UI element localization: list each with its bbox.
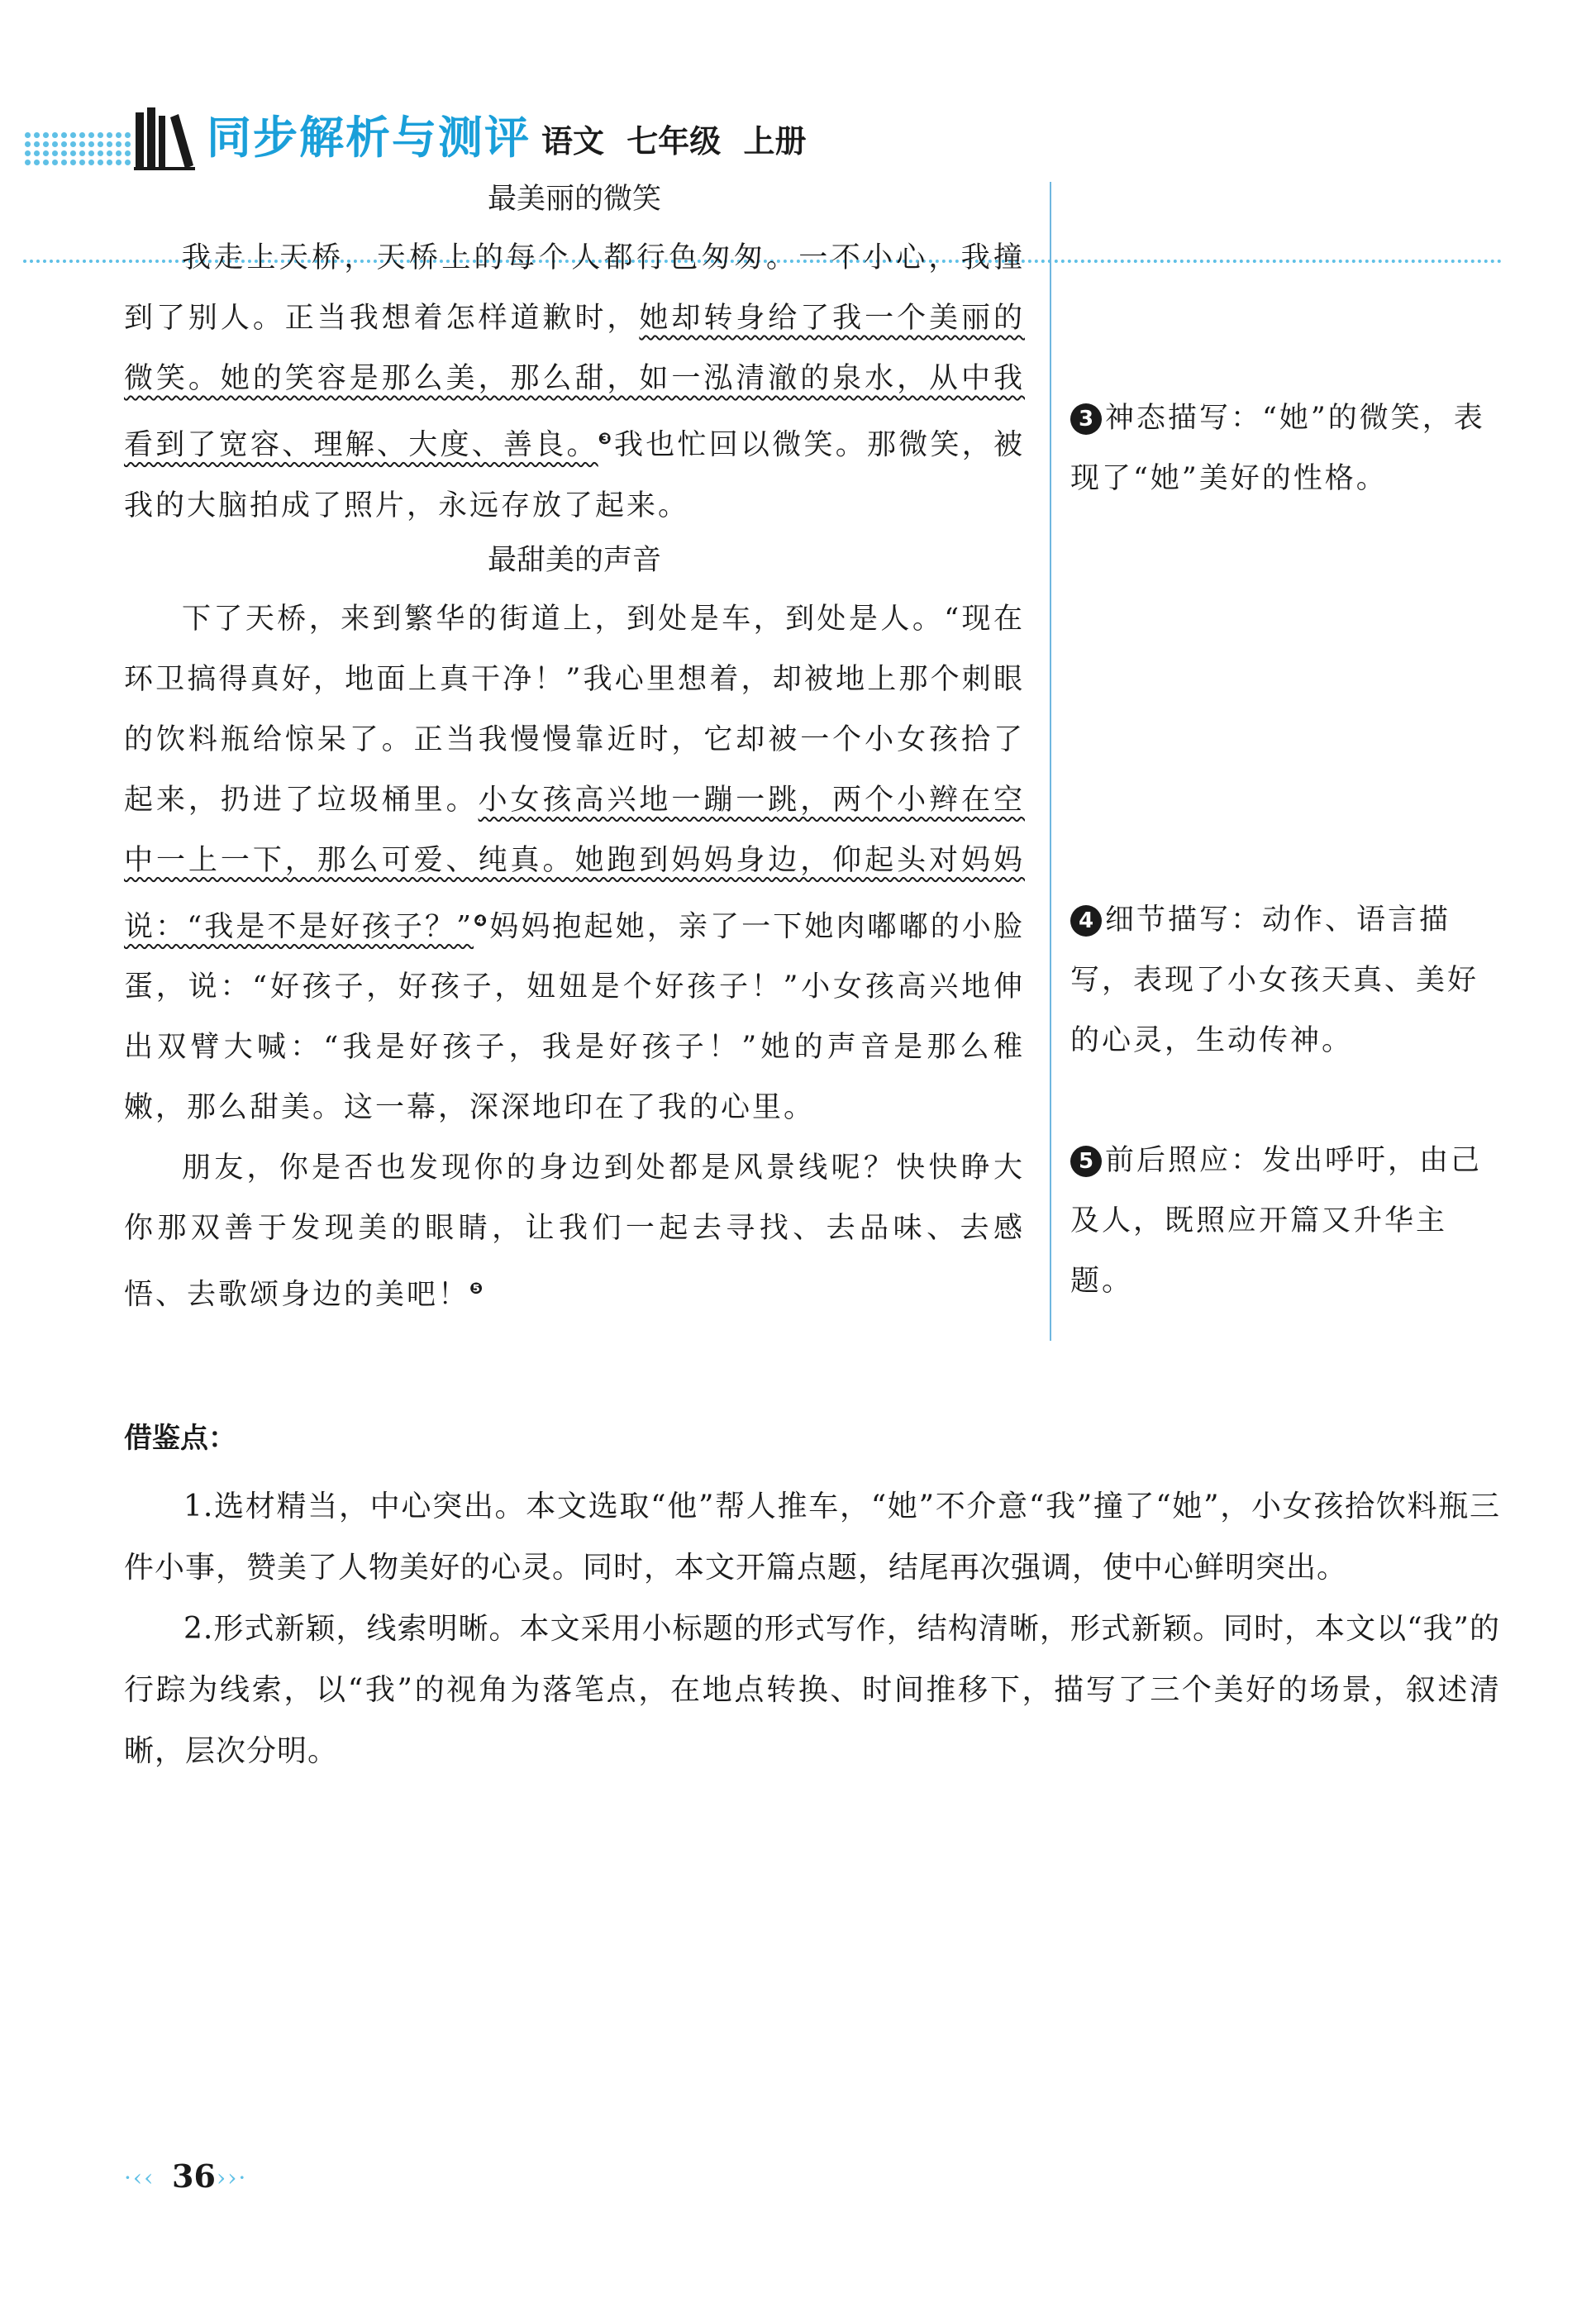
column-divider	[1050, 182, 1051, 1341]
paragraph-smile	[124, 228, 1025, 536]
side-note-4	[1070, 890, 1508, 1071]
subject-grade-label: 语文 七年级 上册	[541, 123, 807, 160]
note-number-badge: 3	[1070, 403, 1102, 435]
paragraph-closing	[124, 1138, 1025, 1326]
note-text: 细节描写：动作、语言描写，表现了小女孩天真、美好的心灵，生动传神。	[1070, 903, 1479, 1057]
page-number-decoration-right: ››·	[217, 2164, 248, 2191]
page-number: 36	[172, 2157, 216, 2195]
subtitle-voice: 最甜美的声音	[487, 543, 661, 577]
text-run: 下了天桥，来到繁华的街道上，到处是车，到处是人。“现在环卫搞得真好，地面上真干净！”我心里想着，却被地上那个刺眼的饮料瓶给惊呆了。正当我慢慢靠近时，它却被一个小女孩拾了起来，扔进了垃圾桶里。	[124, 602, 1025, 817]
note-marker-4: ❹	[473, 911, 490, 930]
text-run: 朋友，你是否也发现你的身边到处都是风景线呢？快快睁大你那双善于发现美的眼睛，让我们一起去寻找、去品味、去感悟、去歌颂身边的美吧！	[124, 1151, 1025, 1312]
reference-heading: 借鉴点：	[124, 1422, 236, 1455]
reference-point-2: 2.形式新颖，线索明晰。本文采用小标题的形式写作，结构清晰，形式新颖。同时，本文以“我”的行踪为线索，以“我”的视角为落笔点，在地点转换、时间推移下，描写了三个美好的场景，叙述清晰，层次分明。	[124, 1612, 1500, 1768]
page-header	[0, 98, 1596, 180]
note-text: 前后照应：发出呼吁，由己及人，既照应开篇又升华主题。	[1070, 1144, 1483, 1298]
subtitle-smile: 最美丽的微笑	[487, 183, 661, 216]
text-run: 我走上天桥，天桥上的每个人都行色匆匆。一不小心，我撞到了别人。正当我想着怎样道歉时，	[124, 241, 1025, 335]
text-run: 我也忙回以微笑。那微笑，被我的大脑拍成了照片，永远存放了起来。	[124, 428, 1025, 522]
series-title: 同步解析与测评	[207, 112, 531, 164]
wavy-underlined-text: 她却转身给了我一个美丽的微笑。她的笑容是那么美，那么甜，如一泓清澈的泉水，从中我看到了宽容、理解、大度、善良。	[124, 302, 1025, 462]
text-run: 妈妈抱起她，亲了一下她肉嘟嘟的小脸蛋，说：“好孩子，好孩子，妞妞是个好孩子！”小女孩高兴地伸出双臂大喊：“我是好孩子，我是好孩子！”她的声音是那么稚嫩，那么甜美。这一幕，深深地印在了我的心里。	[124, 910, 1025, 1125]
books-icon	[132, 104, 198, 172]
side-note-5	[1070, 1131, 1508, 1312]
note-number-badge: 5	[1070, 1146, 1102, 1177]
reference-points	[124, 1414, 1500, 1782]
note-marker-5: ❺	[469, 1280, 486, 1299]
wavy-underlined-text: 小女孩高兴地一蹦一跳，两个小辫在空中一上一下，那么可爱、纯真。她跑到妈妈身边，仰起头对妈妈说：“我是不是好孩子？”	[124, 783, 1025, 944]
page-number-decoration-left: ·‹‹	[124, 2164, 155, 2191]
side-note-3	[1070, 389, 1508, 509]
note-number-badge: 4	[1070, 905, 1102, 937]
reference-point-1: 1.选材精当，中心突出。本文选取“他”帮人推车，“她”不介意“我”撞了“她”，小女孩拾饮料瓶三件小事，赞美了人物美好的心灵。同时，本文开篇点题，结尾再次强调，使中心鲜明突出。	[124, 1490, 1500, 1585]
dot-pattern-decoration	[23, 131, 131, 167]
note-marker-3: ❸	[598, 430, 615, 448]
note-text: 神态描写：“她”的微笑，表现了“她”美好的性格。	[1070, 402, 1485, 495]
essay-column	[124, 179, 1025, 1326]
paragraph-voice	[124, 589, 1025, 1139]
